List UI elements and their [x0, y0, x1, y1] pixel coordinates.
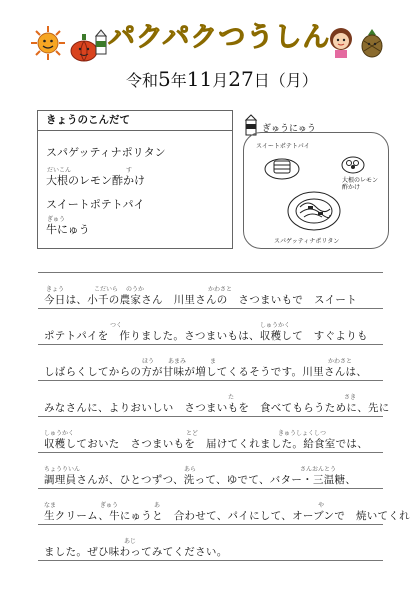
ruled-line: [38, 416, 383, 417]
ruled-line: [38, 560, 383, 561]
essay-ruby: しゅうかく: [44, 430, 75, 437]
pie-plate-icon: [262, 153, 302, 181]
menu-item: 牛にゅう: [46, 223, 90, 236]
essay-ruby: た: [228, 394, 235, 401]
essay-ruby: ちょうりいん: [44, 466, 81, 473]
menu-item-ruby: ぎゅう: [47, 216, 66, 223]
essay-ruby: とど: [186, 430, 199, 437]
menu-item-ruby: だいこん: [47, 167, 72, 174]
essay-ruby: つく: [110, 322, 123, 329]
essay-line: ポテトパイを 作りました。さつまいもは、収穫して すぐよりも: [44, 330, 368, 342]
essay-ruby: かわさと: [328, 358, 353, 365]
essay-line: みなさんに、よりおいしい さつまいもを 食べてもらうために、先に: [44, 402, 390, 414]
pasta-label: スパゲッティナポリタン: [274, 238, 340, 245]
ruled-line: [38, 488, 383, 489]
essay-ruby: や: [318, 502, 325, 509]
ruled-line: [38, 380, 383, 381]
essay-line: ました。ぜひ味わってみてください。: [44, 546, 228, 558]
essay-ruby: あまみ: [168, 358, 187, 365]
sun-character-icon: [30, 25, 66, 61]
essay-ruby: きゅうしょくしつ: [278, 430, 327, 437]
ruled-line: [38, 344, 383, 345]
milk-label: ぎゅうにゅう: [262, 124, 316, 134]
date-year: 5: [158, 67, 171, 91]
milk-carton-icon: [94, 28, 108, 56]
daikon-label: 大根のレモン酢かけ: [342, 177, 379, 191]
ruled-line: [38, 524, 383, 525]
menu-date: [126, 64, 318, 94]
pasta-plate-icon: [286, 189, 342, 233]
date-year-unit: 年: [170, 71, 187, 90]
menu-item-ruby: す: [126, 167, 133, 174]
date-day: 27: [228, 67, 254, 91]
essay-ruby: さんおんとう: [300, 466, 337, 473]
date-month: 11: [186, 67, 213, 91]
menu-heading: きょうのこんだて: [38, 111, 232, 131]
essay-ruby: ほう: [142, 358, 155, 365]
daikon-bowl-icon: [340, 153, 366, 175]
girl-character-icon: [326, 25, 356, 59]
essay-ruby: あじ: [124, 538, 137, 545]
essay-ruby: ぎゅう: [100, 502, 119, 509]
menu-item: スイートポテトパイ: [46, 198, 145, 211]
essay-ruby: あら: [184, 466, 197, 473]
essay-ruby: きょう: [46, 286, 65, 293]
essay-ruby: さき: [344, 394, 357, 401]
essay-ruby: のうか: [126, 286, 145, 293]
menu-item: 大根のレモン酢かけ: [46, 174, 145, 187]
date-day-unit: 日: [253, 71, 270, 90]
menu-item: スパゲッティナポリタン: [46, 146, 166, 159]
essay-line: しばらくしてからの方が甘味が増してくるそうです。川里さんは、: [44, 366, 368, 378]
date-era: 令和: [126, 71, 159, 90]
essay-ruby: こだいら: [94, 286, 119, 293]
essay-ruby: かわさと: [208, 286, 233, 293]
ruled-line: [38, 272, 383, 273]
newsletter-essay: [38, 272, 410, 562]
essay-ruby: しゅうかく: [260, 322, 291, 329]
page-title: パクパクつうしん: [108, 22, 331, 53]
essay-ruby: なま: [44, 502, 57, 509]
essay-line: 収穫しておいた さつまいもを 届けてくれました。給食室では、: [44, 438, 368, 450]
ruled-line: [38, 452, 383, 453]
pie-label: スイートポテトパイ: [256, 143, 310, 150]
date-weekday: （月）: [269, 71, 318, 90]
essay-line: 今日は、小千の農家さん 川里さんの さつまいもで スイート: [44, 294, 357, 306]
essay-line: 生クリーム、牛にゅうと 合わせて、パイにして、オーブンで 焼いてくれ: [44, 510, 410, 522]
meal-illustration: [243, 132, 389, 249]
menu-box: [37, 110, 233, 249]
essay-ruby: ま: [210, 358, 217, 365]
date-month-unit: 月: [212, 71, 229, 90]
essay-ruby: あ: [154, 502, 161, 509]
essay-line: 調理員さんが、ひとつずつ、洗って、ゆでて、バター・三温糖、: [44, 474, 357, 486]
fruit-character-icon: [358, 27, 386, 59]
ruled-line: [38, 308, 383, 309]
